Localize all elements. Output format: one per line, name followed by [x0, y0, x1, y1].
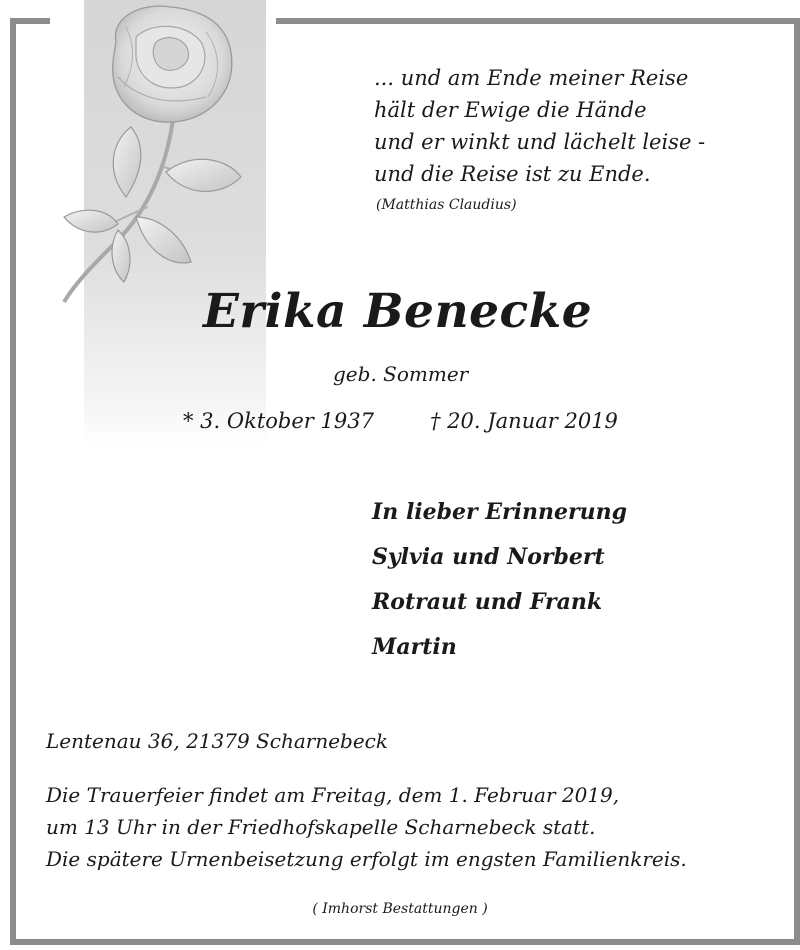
death-date: † 20. Januar 2019: [430, 409, 618, 433]
poem-author: (Matthias Claudius): [376, 197, 517, 213]
mourner-line: In lieber Erinnerung: [372, 499, 627, 525]
poem-line: und er winkt und lächelt leise -: [374, 130, 706, 154]
notice-line: Die Trauerfeier findet am Freitag, dem 1. Februar 2019,: [46, 783, 620, 807]
poem-line: hält der Ewige die Hände: [374, 98, 647, 122]
mourner-line: Rotraut und Frank: [372, 589, 603, 615]
notice-line: um 13 Uhr in der Friedhofskapelle Scharnebeck statt.: [46, 815, 596, 839]
maiden-name: geb. Sommer: [333, 362, 469, 386]
poem-line: und die Reise ist zu Ende.: [374, 162, 651, 186]
mourner-line: Martin: [372, 634, 457, 660]
frame-top-left: [10, 18, 50, 24]
birth-date: * 3. Oktober 1937: [183, 409, 374, 433]
frame-right: [794, 18, 800, 945]
deceased-name: Erika Benecke: [203, 284, 593, 339]
mourners-list: [372, 490, 627, 670]
frame-top-right: [276, 18, 800, 24]
funeral-notice: [46, 779, 687, 875]
frame-left: [10, 18, 16, 945]
rose-icon: [56, 2, 256, 307]
mourner-line: Sylvia und Norbert: [372, 544, 605, 570]
poem-line: ... und am Ende meiner Reise: [374, 66, 689, 90]
notice-line: Die spätere Urnenbeisetzung erfolgt im engsten Familienkreis.: [46, 847, 687, 871]
poem: [374, 62, 705, 190]
undertaker: ( Imhorst Bestattungen ): [312, 901, 488, 917]
frame-bottom: [10, 939, 800, 945]
address: Lentenau 36, 21379 Scharnebeck: [46, 729, 389, 753]
